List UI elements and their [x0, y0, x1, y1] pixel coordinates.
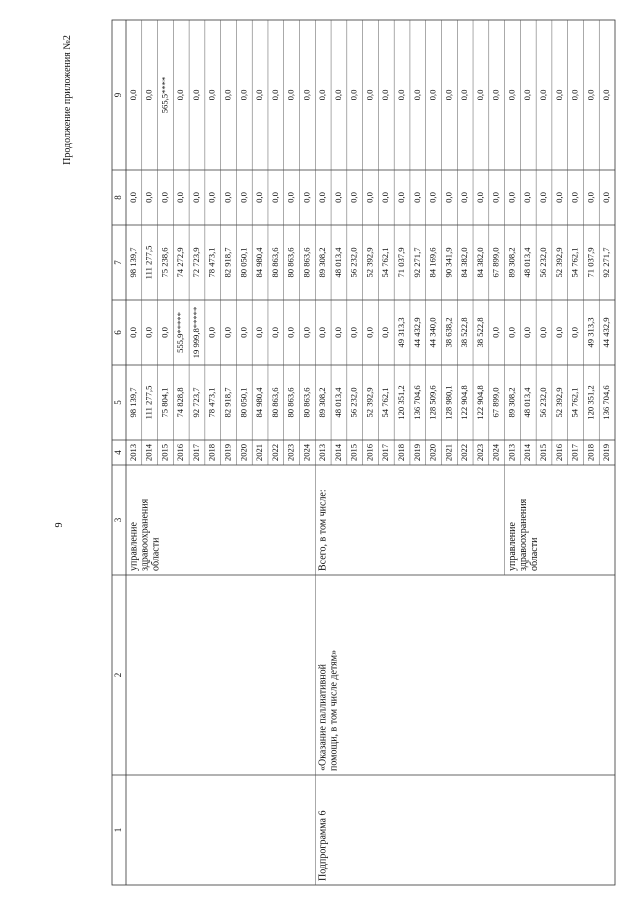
value-cell: 0,0 — [364, 192, 375, 203]
value-cell: 0,0 — [238, 192, 249, 203]
value-cell: 89 308,2 — [506, 387, 517, 418]
value-cell: 44 432,9 — [411, 317, 422, 348]
value-cell: 0,0 — [143, 89, 154, 101]
value-cell: 0,0 — [317, 89, 328, 101]
value-cell: 98 139,7 — [127, 247, 138, 278]
value-cell: 80 050,1 — [238, 247, 249, 278]
value-cell: 0,0 — [301, 89, 312, 101]
year-cell: 2017 — [569, 443, 580, 462]
value-cell: 0,0 — [206, 89, 217, 101]
value-cell: 0,0 — [222, 327, 233, 338]
year-cell: 2016 — [364, 443, 375, 462]
value-cell: 0,0 — [585, 89, 596, 101]
value-cell: 0,0 — [459, 192, 470, 203]
value-cell: 0,0 — [317, 327, 328, 338]
value-cell: 0,0 — [206, 192, 217, 203]
year-cell: 2017 — [380, 443, 391, 462]
column-number-8: 8 — [113, 195, 124, 200]
column-number-3: 3 — [113, 517, 124, 523]
value-cell: 80 863,6 — [269, 247, 280, 278]
value-cell: 56 232,0 — [537, 247, 548, 278]
value-cell: 67 899,0 — [490, 387, 501, 418]
column-number-9: 9 — [113, 92, 124, 98]
value-cell: 56 232,0 — [348, 387, 359, 418]
value-cell: 0,0 — [490, 192, 501, 203]
value-cell: 54 762,1 — [569, 247, 580, 278]
value-cell: 82 918,7 — [222, 247, 233, 278]
value-cell: 0,0 — [443, 192, 454, 203]
block1-recipient: здравоохранения — [139, 498, 151, 571]
year-cell: 2021 — [254, 443, 265, 462]
value-cell: 0,0 — [222, 89, 233, 101]
year-cell: 2021 — [443, 443, 454, 462]
year-cell: 2018 — [396, 443, 407, 462]
year-cell: 2023 — [474, 443, 485, 462]
year-cell: 2019 — [411, 443, 422, 462]
value-cell: 80 863,6 — [301, 247, 312, 278]
value-cell: 555,9***** — [175, 312, 186, 353]
value-cell: 82 918,7 — [222, 387, 233, 418]
value-cell: 0,0 — [569, 89, 580, 101]
column-number-1: 1 — [113, 827, 124, 833]
value-cell: 56 232,0 — [348, 247, 359, 278]
value-cell: 78 473,1 — [206, 387, 217, 418]
block2-total-label: Всего, в том числе: — [317, 489, 329, 571]
value-cell: 84 382,0 — [459, 247, 470, 278]
value-cell: 71 037,9 — [396, 247, 407, 278]
value-cell: 0,0 — [269, 327, 280, 338]
value-cell: 54 762,1 — [569, 387, 580, 418]
value-cell: 0,0 — [537, 327, 548, 338]
year-cell: 2013 — [317, 443, 328, 462]
block3-recipient: управление — [506, 522, 518, 571]
value-cell: 80 050,1 — [238, 387, 249, 418]
value-cell: 0,0 — [190, 89, 201, 101]
value-cell: 0,0 — [427, 89, 438, 101]
value-cell: 67 899,0 — [490, 247, 501, 278]
value-cell: 0,0 — [175, 192, 186, 203]
value-cell: 89 308,2 — [317, 387, 328, 418]
value-cell: 19 999,8***** — [190, 306, 201, 359]
value-cell: 0,0 — [506, 89, 517, 101]
year-cell: 2015 — [159, 443, 170, 462]
value-cell: 0,0 — [332, 192, 343, 203]
value-cell: 0,0 — [411, 89, 422, 101]
value-cell: 74 828,8 — [175, 387, 186, 418]
value-cell: 0,0 — [348, 89, 359, 101]
value-cell: 565,5**** — [159, 76, 170, 114]
value-cell: 0,0 — [143, 192, 154, 203]
year-cell: 2014 — [332, 443, 343, 462]
value-cell: 136 704,6 — [601, 385, 612, 420]
value-cell: 0,0 — [522, 89, 533, 101]
value-cell: 52 392,9 — [553, 247, 564, 278]
value-cell: 0,0 — [522, 192, 533, 203]
year-cell: 2013 — [127, 443, 138, 462]
value-cell: 0,0 — [411, 192, 422, 203]
value-cell: 80 863,6 — [285, 247, 296, 278]
year-cell: 2019 — [222, 443, 233, 462]
block1-recipient: области — [150, 537, 162, 571]
value-cell: 0,0 — [285, 89, 296, 101]
value-cell: 0,0 — [222, 192, 233, 203]
value-cell: 0,0 — [364, 89, 375, 101]
value-cell: 49 313,3 — [585, 317, 596, 348]
year-cell: 2020 — [238, 443, 249, 462]
value-cell: 128 980,1 — [443, 385, 454, 420]
value-cell: 0,0 — [443, 89, 454, 101]
value-cell: 52 392,9 — [553, 387, 564, 418]
value-cell: 84 382,0 — [474, 247, 485, 278]
year-cell: 2018 — [585, 443, 596, 462]
value-cell: 80 863,6 — [301, 387, 312, 418]
subprogram-label: Подпрограмма 6 — [317, 810, 329, 881]
value-cell: 0,0 — [206, 327, 217, 338]
value-cell: 75 238,6 — [159, 247, 170, 278]
value-cell: 0,0 — [238, 327, 249, 338]
value-cell: 0,0 — [553, 327, 564, 338]
value-cell: 48 013,4 — [522, 387, 533, 418]
rotated-content — [54, 20, 615, 885]
value-cell: 98 139,7 — [127, 387, 138, 418]
value-cell: 0,0 — [254, 327, 265, 338]
value-cell: 0,0 — [127, 192, 138, 203]
value-cell: 0,0 — [506, 327, 517, 338]
value-cell: 89 308,2 — [506, 247, 517, 278]
value-cell: 48 013,4 — [332, 247, 343, 278]
value-cell: 0,0 — [143, 327, 154, 338]
value-cell: 128 509,6 — [427, 385, 438, 420]
value-cell: 84 169,6 — [427, 247, 438, 278]
value-cell: 111 277,5 — [143, 245, 154, 280]
value-cell: 0,0 — [474, 192, 485, 203]
value-cell: 111 277,5 — [143, 385, 154, 420]
year-cell: 2023 — [285, 443, 296, 462]
value-cell: 0,0 — [490, 89, 501, 101]
value-cell: 0,0 — [522, 327, 533, 338]
value-cell: 0,0 — [127, 327, 138, 338]
value-cell: 122 904,8 — [474, 385, 485, 420]
value-cell: 54 762,1 — [380, 387, 391, 418]
year-cell: 2019 — [601, 443, 612, 462]
value-cell: 0,0 — [175, 89, 186, 101]
value-cell: 0,0 — [348, 192, 359, 203]
year-cell: 2018 — [206, 443, 217, 462]
page-header: Продолжение приложения №2 — [62, 35, 73, 165]
value-cell: 38 638,2 — [443, 317, 454, 348]
block3-recipient: области — [528, 537, 540, 571]
value-cell: 0,0 — [380, 89, 391, 101]
value-cell: 49 313,3 — [396, 317, 407, 348]
value-cell: 0,0 — [285, 327, 296, 338]
value-cell: 0,0 — [537, 89, 548, 101]
value-cell: 92 723,7 — [190, 387, 201, 418]
year-cell: 2017 — [190, 443, 201, 462]
value-cell: 0,0 — [301, 192, 312, 203]
page-number: 9 — [54, 522, 65, 528]
value-cell: 0,0 — [364, 327, 375, 338]
value-cell: 0,0 — [238, 89, 249, 101]
value-cell: 0,0 — [427, 192, 438, 203]
value-cell: 0,0 — [254, 192, 265, 203]
value-cell: 52 392,9 — [364, 387, 375, 418]
year-cell: 2020 — [427, 443, 438, 462]
column-number-2: 2 — [113, 672, 124, 678]
value-cell: 0,0 — [474, 89, 485, 101]
value-cell: 52 392,9 — [364, 247, 375, 278]
value-cell: 0,0 — [601, 89, 612, 101]
value-cell: 0,0 — [380, 327, 391, 338]
block3-recipient: здравоохранения — [517, 498, 529, 571]
year-cell: 2013 — [506, 443, 517, 462]
value-cell: 0,0 — [190, 192, 201, 203]
value-cell: 0,0 — [396, 89, 407, 101]
value-cell: 80 863,6 — [269, 387, 280, 418]
value-cell: 0,0 — [537, 192, 548, 203]
value-cell: 0,0 — [332, 89, 343, 101]
year-cell: 2022 — [459, 443, 470, 462]
value-cell: 92 271,7 — [601, 247, 612, 278]
value-cell: 0,0 — [506, 192, 517, 203]
value-cell: 0,0 — [332, 327, 343, 338]
year-cell: 2024 — [301, 443, 312, 462]
year-cell: 2016 — [553, 443, 564, 462]
value-cell: 92 271,7 — [411, 247, 422, 278]
value-cell: 0,0 — [269, 89, 280, 101]
value-cell: 0,0 — [396, 192, 407, 203]
value-cell: 122 904,8 — [459, 385, 470, 420]
value-cell: 120 351,2 — [396, 385, 407, 420]
value-cell: 56 232,0 — [537, 387, 548, 418]
budget-table — [112, 20, 615, 885]
value-cell: 90 341,9 — [443, 247, 454, 278]
column-number-4: 4 — [113, 450, 124, 455]
value-cell: 71 037,9 — [585, 247, 596, 278]
year-cell: 2022 — [269, 443, 280, 462]
year-cell: 2016 — [175, 443, 186, 462]
value-cell: 136 704,6 — [411, 385, 422, 420]
value-cell: 78 473,1 — [206, 247, 217, 278]
year-cell: 2015 — [348, 443, 359, 462]
value-cell: 0,0 — [553, 192, 564, 203]
value-cell: 89 308,2 — [317, 247, 328, 278]
value-cell: 0,0 — [569, 327, 580, 338]
value-cell: 0,0 — [553, 89, 564, 101]
value-cell: 38 522,8 — [459, 317, 470, 348]
value-cell: 74 272,9 — [175, 247, 186, 278]
value-cell: 48 013,4 — [522, 247, 533, 278]
value-cell: 0,0 — [569, 192, 580, 203]
value-cell: 48 013,4 — [332, 387, 343, 418]
value-cell: 75 804,1 — [159, 387, 170, 418]
value-cell: 0,0 — [301, 327, 312, 338]
value-cell: 0,0 — [269, 192, 280, 203]
value-cell: 0,0 — [127, 89, 138, 101]
value-cell: 0,0 — [459, 89, 470, 101]
value-cell: 0,0 — [285, 192, 296, 203]
column-number-6: 6 — [113, 330, 124, 335]
value-cell: 0,0 — [317, 192, 328, 203]
value-cell: 84 980,4 — [254, 387, 265, 418]
value-cell: 0,0 — [159, 327, 170, 338]
value-cell: 0,0 — [380, 192, 391, 203]
year-cell: 2014 — [143, 443, 154, 462]
value-cell: 72 723,9 — [190, 247, 201, 278]
subprogram-title: помощи, в том числе детям» — [328, 649, 340, 771]
subprogram-title: «Оказание паллиативной — [317, 664, 329, 771]
value-cell: 80 863,6 — [285, 387, 296, 418]
value-cell: 0,0 — [254, 89, 265, 101]
block1-recipient: управление — [128, 522, 140, 571]
value-cell: 84 980,4 — [254, 247, 265, 278]
value-cell: 44 432,9 — [601, 317, 612, 348]
value-cell: 44 340,0 — [427, 317, 438, 348]
value-cell: 54 762,1 — [380, 247, 391, 278]
value-cell: 120 351,2 — [585, 385, 596, 420]
value-cell: 38 522,8 — [474, 317, 485, 348]
column-number-5: 5 — [113, 400, 124, 405]
year-cell: 2024 — [490, 443, 501, 462]
value-cell: 0,0 — [585, 192, 596, 203]
year-cell: 2014 — [522, 443, 533, 462]
value-cell: 0,0 — [490, 327, 501, 338]
column-number-7: 7 — [113, 260, 124, 265]
value-cell: 0,0 — [348, 327, 359, 338]
value-cell: 0,0 — [159, 192, 170, 203]
value-cell: 0,0 — [601, 192, 612, 203]
year-cell: 2015 — [537, 443, 548, 462]
